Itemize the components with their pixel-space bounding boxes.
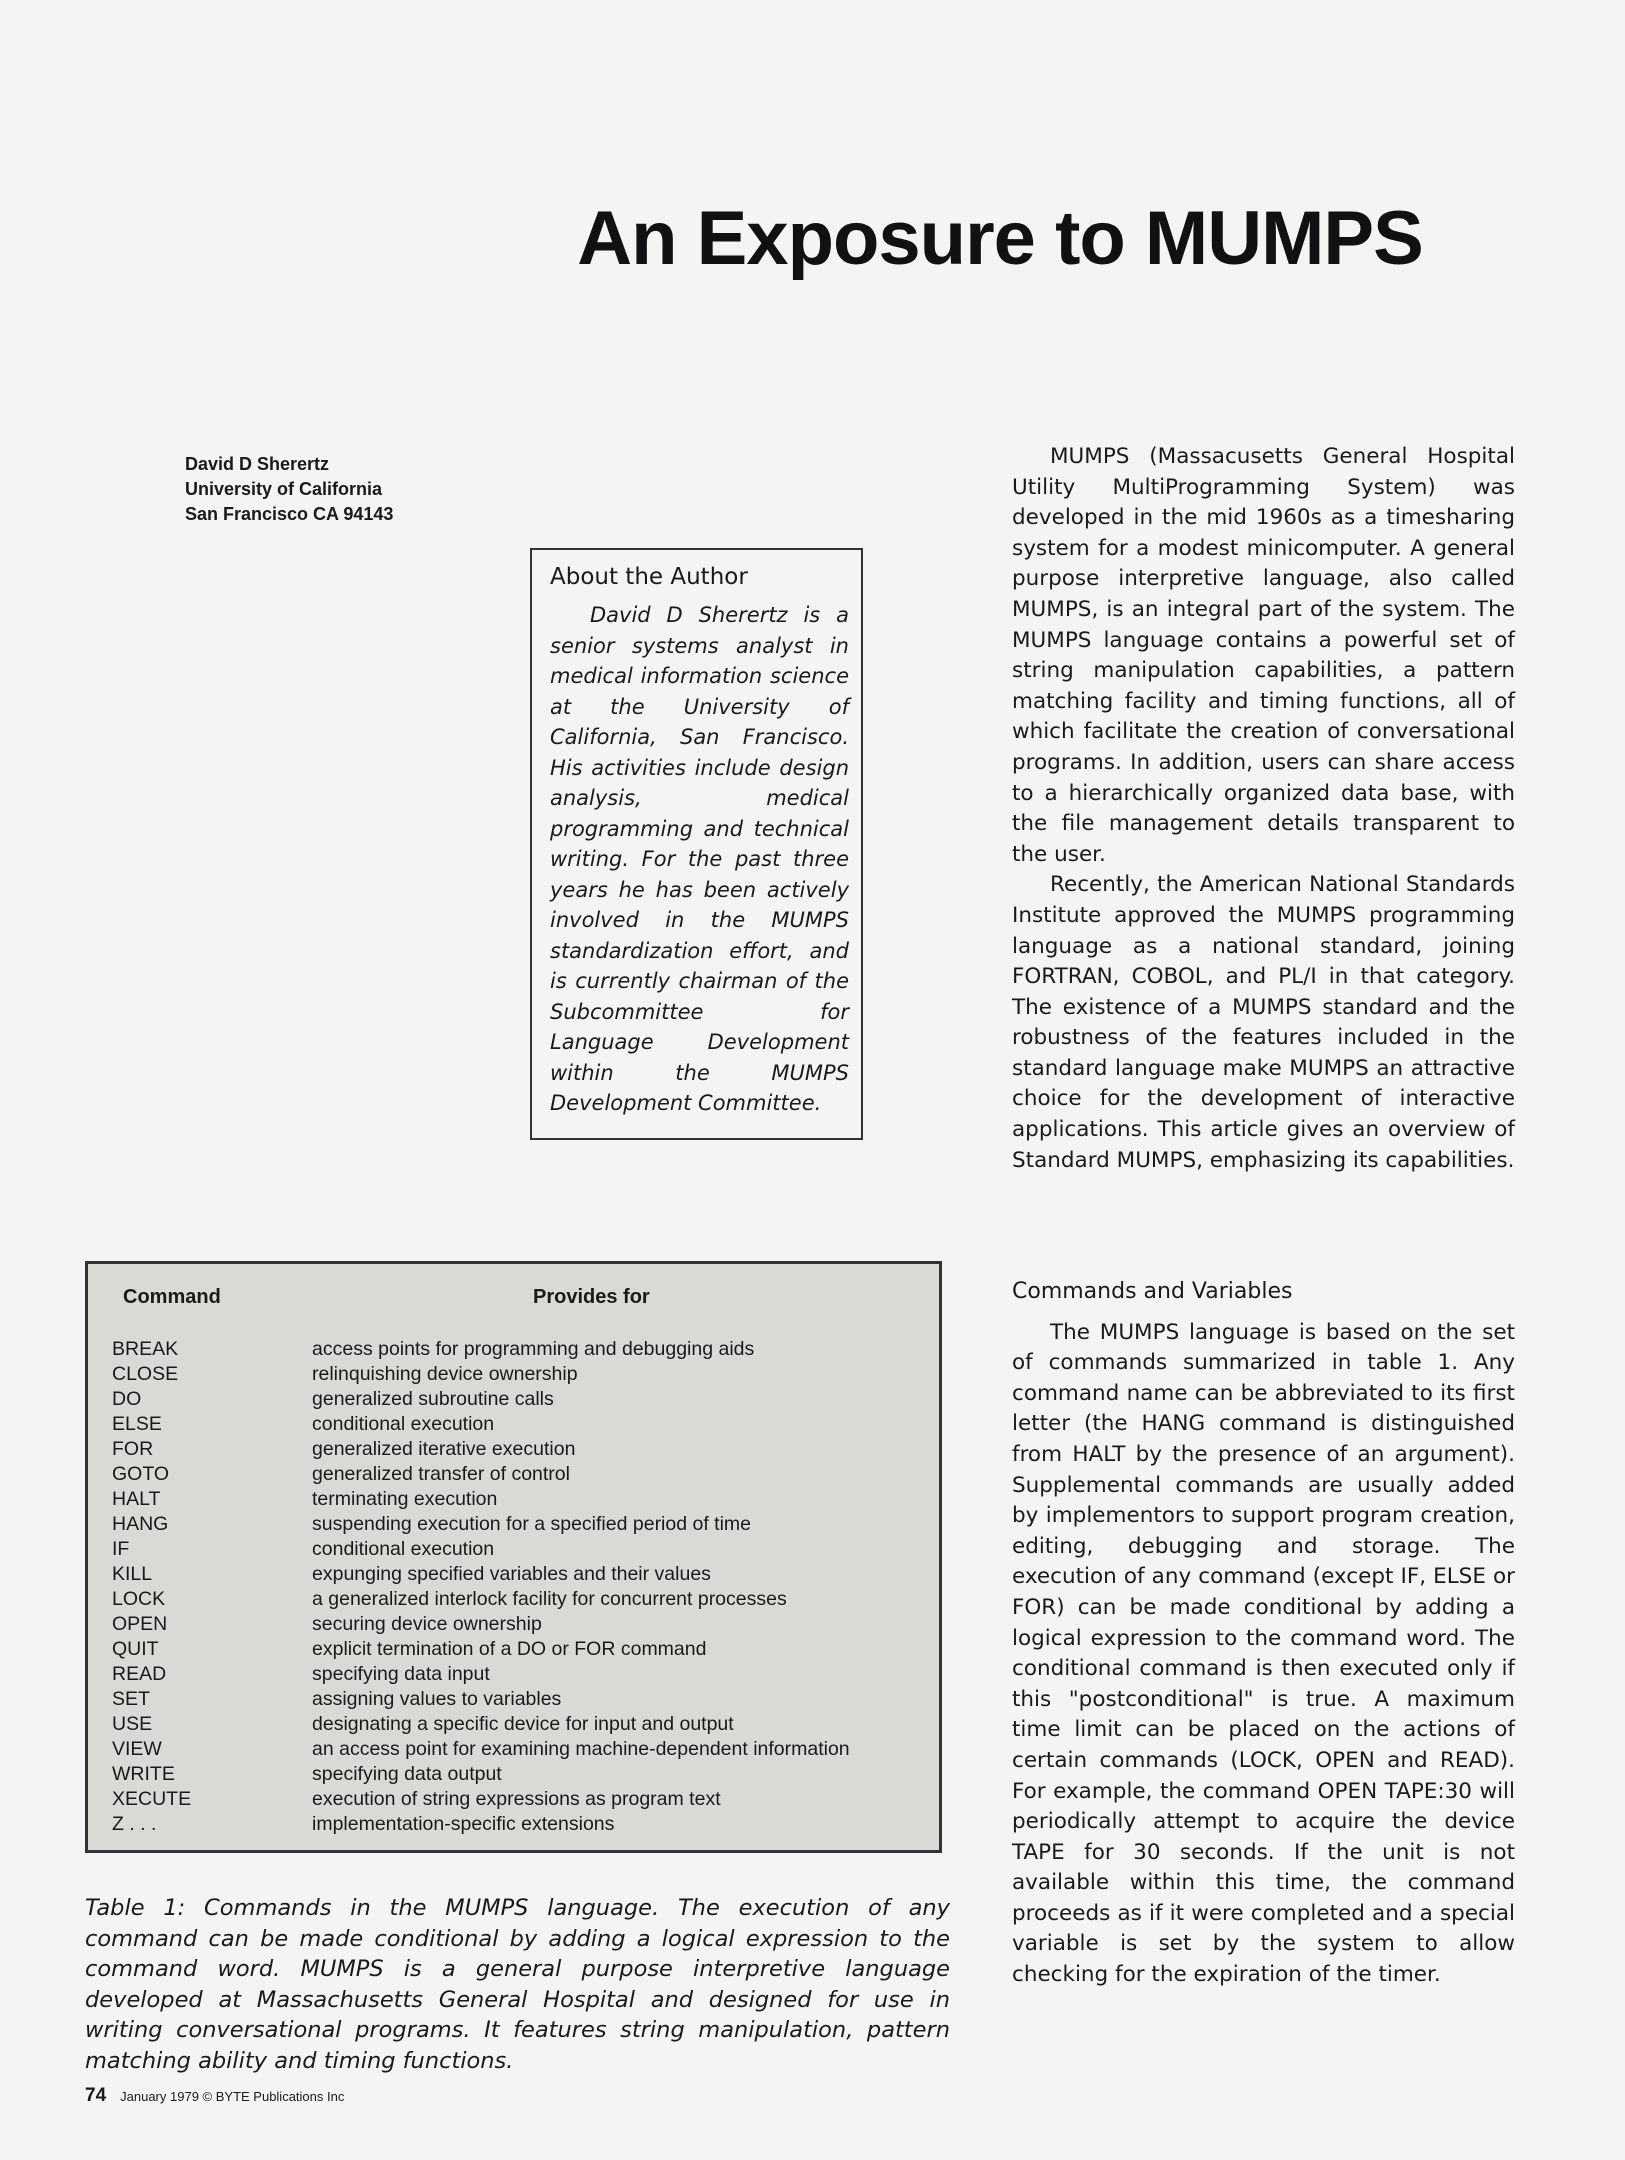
- author-name: David D Sherertz: [185, 454, 330, 474]
- author-address: San Francisco CA 94143: [185, 504, 394, 524]
- table-row: [112, 1762, 850, 1787]
- intro-paragraph: Recently, the American National Standards Institute approved the MUMPS programming language as a national standard, joining FORTRAN, COBOL, and PL/I in that category. The existence of a MUMPS standard and the robustness of the features included in the standard language make MUMPS an attractive choice for the development of interactive applications. This article gives an overview of Standard MUMPS, emphasizing its capabilities.: [1012, 872, 1515, 1173]
- description-cell: suspending execution for a specified period of time: [312, 1513, 752, 1535]
- table-row: [112, 1612, 850, 1637]
- description-cell: specifying data input: [312, 1663, 490, 1685]
- command-cell: FOR: [112, 1438, 154, 1460]
- table-row: [112, 1587, 850, 1612]
- table-row: [112, 1337, 850, 1362]
- table-row: [112, 1512, 850, 1537]
- commands-section: [1012, 1277, 1515, 1991]
- about-text: David D Sherertz is a senior systems analyst in medical information science at the University of California, San Francisco. His activities include design analysis, medical programming and technical writing. For the past three years he has been actively involved in the MUMPS standardization effort, and is currently chairman of the Subcommittee for Language Development within the MUMPS Development Committee.: [550, 603, 849, 1115]
- command-cell: READ: [112, 1663, 167, 1685]
- command-cell: DO: [112, 1388, 142, 1410]
- command-cell: GOTO: [112, 1463, 170, 1485]
- description-cell: securing device ownership: [312, 1613, 542, 1635]
- description-cell: conditional execution: [312, 1413, 495, 1435]
- table-caption: Table 1: Commands in the MUMPS language. The execution of any command can be made conditional by adding a logical expression to the command word. MUMPS is a general purpose interpretive language developed at Massachusetts General Hospital and designed for use in writing conversational programs. It features string manipulation, pattern matching ability and timing functions.: [85, 1895, 950, 2074]
- description-cell: explicit termination of a DO or FOR command: [312, 1638, 707, 1660]
- table-row: [112, 1637, 850, 1662]
- table-row: [112, 1462, 850, 1487]
- table-row: [112, 1737, 850, 1762]
- command-cell: VIEW: [112, 1738, 162, 1760]
- description-cell: implementation-specific extensions: [312, 1813, 615, 1835]
- description-cell: a generalized interlock facility for concurrent processes: [312, 1588, 787, 1610]
- command-cell: IF: [112, 1538, 130, 1560]
- command-cell: Z . . .: [112, 1813, 157, 1835]
- command-cell: OPEN: [112, 1613, 168, 1635]
- command-cell: SET: [112, 1688, 150, 1710]
- command-cell: USE: [112, 1713, 153, 1735]
- description-cell: conditional execution: [312, 1538, 495, 1560]
- description-cell: assigning values to variables: [312, 1688, 562, 1710]
- about-author-box: [530, 548, 863, 1140]
- table-row: [112, 1387, 850, 1412]
- command-cell: ELSE: [112, 1413, 162, 1435]
- article-title: An Exposure to MUMPS: [577, 196, 1423, 281]
- description-cell: designating a specific device for input and output: [312, 1713, 734, 1735]
- command-cell: WRITE: [112, 1763, 175, 1785]
- table-row: [112, 1662, 850, 1687]
- command-cell: KILL: [112, 1563, 153, 1585]
- footer-text: January 1979 © BYTE Publications Inc: [120, 2089, 345, 2104]
- table-row: [112, 1712, 850, 1737]
- description-cell: an access point for examining machine-dependent information: [312, 1738, 850, 1760]
- command-cell: LOCK: [112, 1588, 166, 1610]
- intro-paragraph: MUMPS (Massacusetts General Hospital Utility MultiProgramming System) was developed in the mid 1960s as a timesharing system for a modest minicomputer. A general purpose interpretive language, also called MUMPS, is an integral part of the system. The MUMPS language contains a powerful set of string manipulation capabilities, a pattern matching facility and timing functions, all of which facilitate the creation of conversational programs. In addition, users can share access to a hierarchically organized data base, with the file management details transparent to the user.: [1012, 444, 1515, 867]
- command-cell: BREAK: [112, 1338, 179, 1360]
- table-row: [112, 1812, 850, 1837]
- table-row: [112, 1487, 850, 1512]
- page-number: 74: [85, 2085, 107, 2106]
- section-heading: Commands and Variables: [1012, 1279, 1293, 1304]
- table-row: [112, 1787, 850, 1812]
- table-rows: [112, 1337, 850, 1837]
- section-paragraph: The MUMPS language is based on the set of commands summarized in table 1. Any command name can be abbreviated to its first letter (the HANG command is distinguished from HALT by the presence of an argument). Supplemental commands are usually added by implementors to support program creation, editing, debugging and storage. The execution of any command (except IF, ELSE or FOR) can be made conditional by adding a logical expression to the command word. The conditional command is then executed only if this "postconditional" is true. A maximum time limit can be placed on the actions of certain commands (LOCK, OPEN and READ). For example, the command OPEN TAPE:30 will periodically attempt to acquire the device TAPE for 30 seconds. If the unit is not available within this time, the command proceeds as if it were completed and a special variable is set by the system to allow checking for the expiration of the timer.: [1012, 1319, 1515, 1988]
- author-block: [185, 452, 393, 527]
- description-cell: access points for programming and debugging aids: [312, 1338, 755, 1360]
- author-affiliation: University of California: [185, 479, 383, 499]
- command-cell: CLOSE: [112, 1363, 179, 1385]
- description-cell: terminating execution: [312, 1488, 498, 1510]
- table-row: [112, 1437, 850, 1462]
- command-cell: XECUTE: [112, 1788, 192, 1810]
- table-row: [112, 1412, 850, 1437]
- description-cell: specifying data output: [312, 1763, 502, 1785]
- commands-table: [85, 1261, 942, 1853]
- description-cell: relinquishing device ownership: [312, 1363, 578, 1385]
- table-row: [112, 1687, 850, 1712]
- header-provides-for: Provides for: [533, 1286, 650, 1308]
- description-cell: generalized subroutine calls: [312, 1388, 554, 1410]
- description-cell: generalized transfer of control: [312, 1463, 570, 1485]
- header-command: Command: [123, 1286, 221, 1308]
- page-footer: [85, 2085, 344, 2107]
- description-cell: expunging specified variables and their values: [312, 1563, 711, 1585]
- table-row: [112, 1362, 850, 1387]
- command-cell: HANG: [112, 1513, 169, 1535]
- about-heading: About the Author: [550, 564, 748, 590]
- command-cell: QUIT: [112, 1638, 159, 1660]
- intro-column: [1012, 442, 1515, 1176]
- table-row: [112, 1537, 850, 1562]
- table-row: [112, 1562, 850, 1587]
- description-cell: generalized iterative execution: [312, 1438, 576, 1460]
- description-cell: execution of string expressions as program text: [312, 1788, 721, 1810]
- command-cell: HALT: [112, 1488, 161, 1510]
